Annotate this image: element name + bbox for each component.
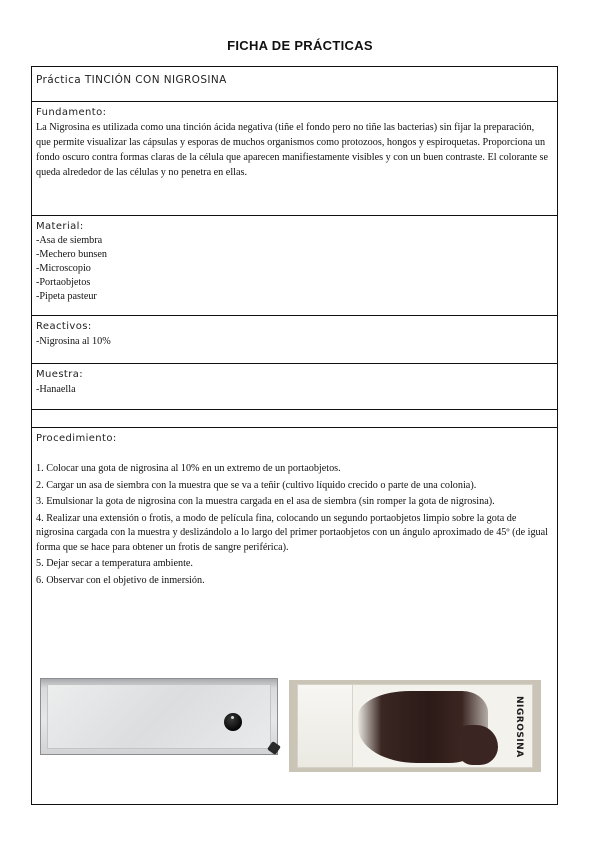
procedure-step: 6. Observar con el objetivo de inmersión. [36, 574, 205, 586]
list-item: -Pipeta pasteur [36, 291, 97, 302]
list-item: -Hanaella [36, 384, 76, 395]
material-section [32, 216, 557, 316]
list-item: -Nigrosina al 10% [36, 336, 111, 347]
list-item: -Microscopio [36, 263, 91, 274]
reactivos-list [36, 334, 551, 349]
fundamento-text: La Nigrosina es utilizada como una tinción ácida negativa (tiñe el fondo pero no tiñe las bacterias) sin fijar la preparación, que permite visualizar las cápsulas y esporas de muchos organismos como protozoos, hongos y espiroquetas. Proporciona un fondo oscuro contra formas claras de la célula que aparecen manifiestamente visibles y con un buen contraste. El colorante se queda alrededor de las células y no penetra en ellas. [36, 122, 549, 178]
procedure-step: 3. Emulsionar la gota de nigrosina con la muestra cargada en el asa de siembra (sin romper la gota de nigrosina). [36, 496, 495, 507]
empty-row [32, 410, 557, 428]
slide-glass [297, 684, 533, 768]
muestra-section [32, 364, 557, 410]
fundamento-section [32, 102, 557, 216]
slide-glass [47, 684, 271, 749]
procedure-step: 1. Colocar una gota de nigrosina al 10% en un extremo de un portaobjetos. [36, 463, 341, 474]
procedimiento-steps [36, 462, 551, 590]
reactivos-section [32, 316, 557, 364]
page-title: FICHA DE PRÁCTICAS [227, 38, 373, 53]
material-label: Material: [36, 221, 84, 232]
slide-clear-end [298, 685, 353, 767]
procedimiento-label: Procedimiento: [36, 433, 117, 444]
slide-handwritten-label: NIGROSINA [514, 696, 524, 758]
material-list [36, 234, 551, 304]
list-item: -Portaobjetos [36, 277, 91, 288]
list-item: -Mechero bunsen [36, 249, 108, 260]
muestra-label: Muestra: [36, 369, 84, 380]
procedure-step: 4. Realizar una extensión o frotis, a modo de película fina, colocando un segundo portaobjetos limpio sobre la gota de nigrosina cargada con la muestra y deslizándolo a lo largo del primer portaobjetos con un ángulo aproximado de 45º (de igual forma que se hace para obtener un frotis de sangre periférica). [36, 512, 549, 553]
practica-title: Práctica TINCIÓN CON NIGROSINA [36, 74, 227, 86]
reactivos-label: Reactivos: [36, 321, 92, 332]
muestra-list [36, 382, 551, 397]
practica-row [32, 67, 557, 102]
smear-edge [458, 725, 498, 765]
slide-with-drop-photo [40, 678, 278, 755]
nigrosina-drop [224, 713, 242, 731]
list-item: -Asa de siembra [36, 235, 103, 246]
fundamento-label: Fundamento: [36, 107, 107, 118]
procedure-step: 2. Cargar un asa de siembra con la muestra que se va a teñir (cultivo líquido crecido o parte de una colonia). [36, 479, 477, 491]
stained-smear-photo [289, 680, 541, 772]
procedure-step: 5. Dejar secar a temperatura ambiente. [36, 558, 193, 569]
